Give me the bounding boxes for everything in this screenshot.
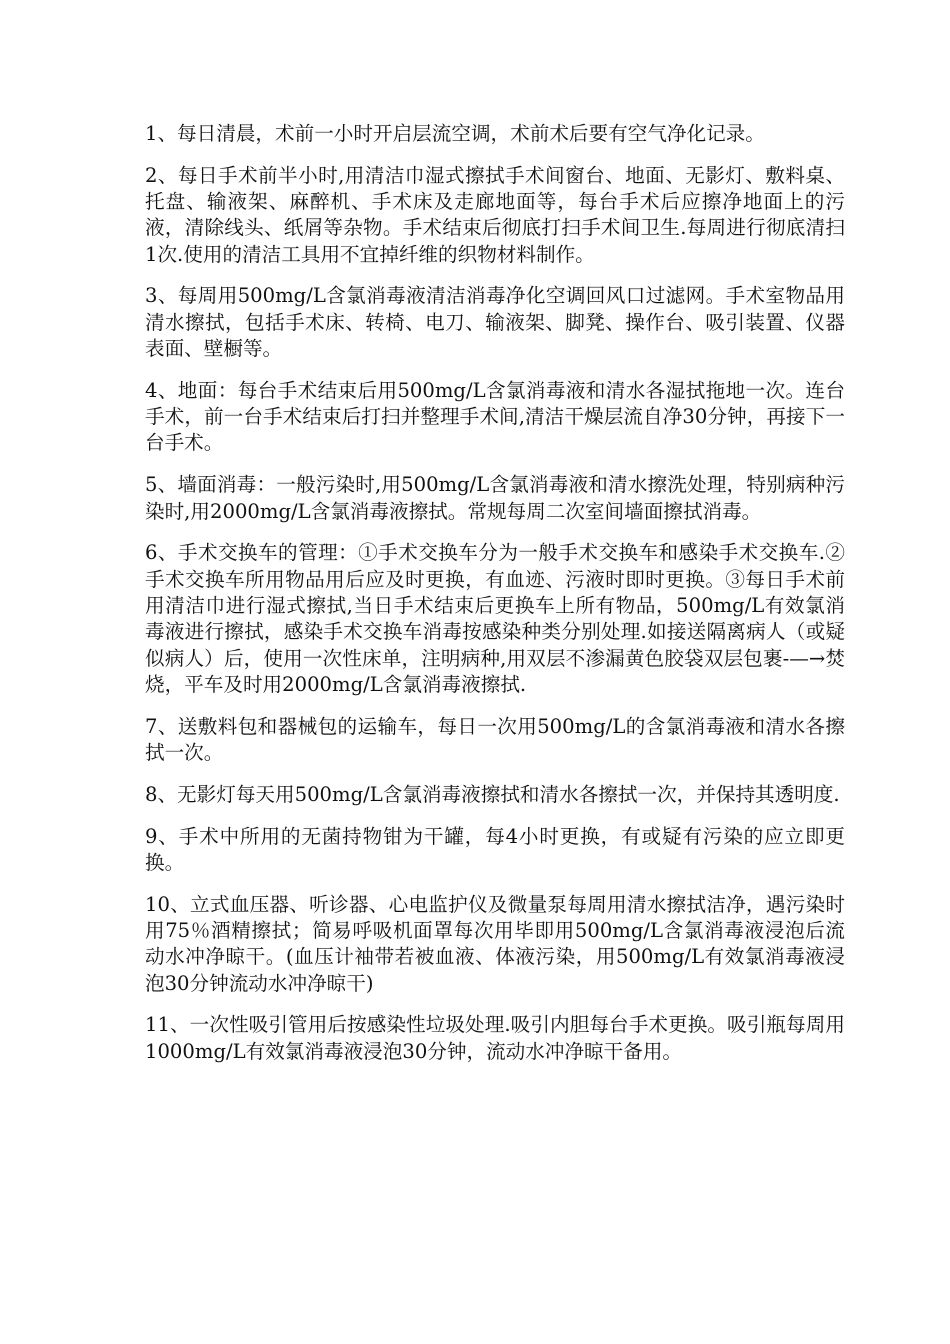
paragraph-4: 4、地面：每台手术结束后用500mg/L含氯消毒液和清水各湿拭拖地一次。连台手术，前一台手术结束后打扫并整理手术间,清洁干燥层流自净30分钟，再接下一台手术。	[145, 378, 845, 455]
paragraph-1: 1、每日清晨，术前一小时开启层流空调，术前术后要有空气净化记录。	[145, 122, 765, 145]
paragraph-10: 10、立式血压器、听诊器、心电监护仪及微量泵每周用清水擦拭洁净，遇污染时用75％酒精擦拭；简易呼吸机面罩每次用毕即用500mg/L含氯消毒液浸泡后流动水冲净晾干。(血压计袖带若被血液、体液污染，用500mg/L有效氯消毒液浸泡30分钟流动水冲净晾干)	[145, 892, 845, 995]
paragraph-2: 2、每日手术前半小时,用清洁巾湿式擦拭手术间窗台、地面、无影灯、敷料桌、托盘、输液架、麻醉机、手术床及走廊地面等，每台手术后应擦净地面上的污液，清除线头、纸屑等杂物。手术结束后彻底打扫手术间卫生.每周进行彻底清扫1次.使用的清洁工具用不宜掉纤维的织物材料制作。	[145, 163, 845, 266]
paragraph-7: 7、送敷料包和器械包的运输车，每日一次用500mg/L的含氯消毒液和清水各擦拭一次。	[145, 714, 845, 764]
paragraph-6: 6、手术交换车的管理：①手术交换车分为一般手术交换车和感染手术交换车.②手术交换车所用物品用后应及时更换，有血迹、污液时即时更换。③每日手术前用清洁巾进行湿式擦拭,当日手术结束后更换车上所有物品，500mg/L有效氯消毒液进行擦拭，感染手术交换车消毒按感染种类分别处理.如接送隔离病人（或疑似病人）后，使用一次性床单，注明病种,用双层不渗漏黄色胶袋双层包裹-—→焚烧，平车及时用2000mg/L含氯消毒液擦拭.	[145, 541, 845, 696]
paragraph-3: 3、每周用500mg/L含氯消毒液清洁消毒净化空调回风口过滤网。手术室物品用清水擦拭，包括手术床、转椅、电刀、输液架、脚凳、操作台、吸引装置、仪器表面、壁橱等。	[145, 284, 845, 361]
paragraph-8: 8、无影灯每天用500mg/L含氯消毒液擦拭和清水各擦拭一次，并保持其透明度.	[145, 782, 840, 806]
paragraph-9: 9、手术中所用的无菌持物钳为干罐，每4小时更换，有或疑有污染的应立即更换。	[145, 824, 845, 874]
paragraph-5: 5、墙面消毒：一般污染时,用500mg/L含氯消毒液和清水擦洗处理，特别病种污染时,用2000mg/L含氯消毒液擦拭。常规每周二次室间墙面擦拭消毒。	[145, 473, 845, 523]
paragraph-11: 11、一次性吸引管用后按感染性垃圾处理.吸引内胆每台手术更换。吸引瓶每周用1000mg/L有效氯消毒液浸泡30分钟，流动水冲净晾干备用。	[145, 1013, 845, 1063]
document-page	[145, 121, 845, 1080]
